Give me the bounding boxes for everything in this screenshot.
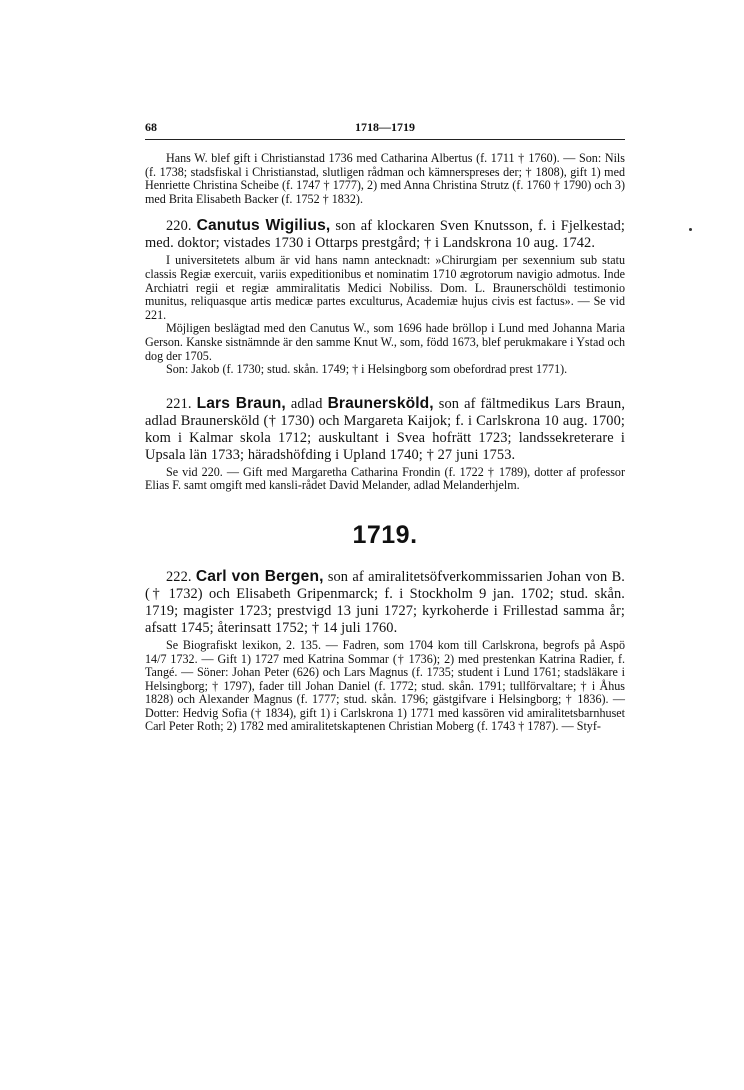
entry-noble-name: Braunersköld, — [327, 394, 434, 412]
entry-220-note-2: Möjligen beslägtad med den Canutus W., som 1696 hade bröllop i Lund med Johanna Maria Gerson. Kanske sistnämnde är den samme Knut W., som, född 1673, blef perukmakare i Ystad och dog der 1705. — [145, 321, 625, 363]
entry-text: son af amiralitetsöfverkommissarien Johan von B. († 1732) och Elisabeth Gripenmarck; f. i Stockholm 9 jan. 1702; stud. skån. 1719; magister 1723; prestvigd 13 juni 1727; kyrkoherde i Frillestad samma år; afsatt 1745; återinsatt 1752; † 14 juli 1760. — [145, 568, 625, 636]
entry-220 — [145, 217, 625, 252]
section-year-heading: 1719. — [352, 520, 418, 549]
entry-221-note-1: Se vid 220. — Gift med Margaretha Catharina Frondin (f. 1722 † 1789), dotter af professor Elias F. samt omgift med kansli-rådet David Melander, adlad Melanderhjelm. — [145, 464, 625, 493]
entry-222 — [145, 568, 625, 637]
entry-text: son af fältmedikus Lars Braun, adlad Braunersköld († 1730) och Margareta Kaijok; f. i Carlskrona 10 aug. 1700; kom i Kalmar skola 1712; auskultant i Svea hofrätt 1723; landssekreterare i Upsala län 1733; häradshöfding i Upland 1740; † 27 juni 1753. — [145, 395, 626, 463]
entry-220-note-3: Son: Jakob (f. 1730; stud. skån. 1749; † i Helsingborg som obefordrad prest 1771). — [166, 362, 568, 377]
entry-222-note-1: Se Biografiskt lexikon, 2. 135. — Fadren, som 1704 kom till Carlskrona, begrofs på Aspö 14/7 1732. — Gift 1) 1727 med Katrina Sommar († 1736); 2) med prestenkan Katrina Radier, f. Tangé. — Söner: Johan Peter (626) och Lars Magnus (f. 1735; student i Lund 1761; stadsläkare i Helsingborg; † 1797), fader till Johan Daniel (f. 1772; stud. skån. 1791; tullförvaltare; † i Åhus 1828) och Alexander Magnus (f. 1777; stud. skån. 1796; gästgifvare i Helsingborg; † 1836). — Dotter: Hedvig Sofia († 1834), gift 1) i Carlskrona 1) 1771 med kassören vid amiralitetsbarnhuset Carl Peter Roth; 2) 1782 med amiralitetskaptenen Christian Moberg (f. 1743 † 1787). — Styf- — [145, 637, 625, 734]
entry-mid-word: adlad — [290, 395, 323, 412]
entry-name: Canutus Wigilius, — [196, 217, 331, 235]
year-range: 1718—1719 — [355, 120, 415, 134]
entry-221 — [145, 395, 625, 464]
running-header — [145, 118, 625, 136]
entry-name: Lars Braun, — [196, 394, 286, 412]
entry-text: son af klockaren Sven Knutsson, f. i Fjelkestad; med. doktor; vistades 1730 i Ottarps prestgård; † i Landskrona 10 aug. 1742. — [145, 218, 625, 252]
entry-number: 220. — [166, 218, 192, 235]
entry-number: 222. — [166, 568, 192, 585]
entry-220-note-1: I universitetets album är vid hans namn antecknadt: »Chirurgiam per sexennium sub statu classis Regiæ exercuit, variis expeditionibus et nominatim 1710 ægrotorum navigio admotus. Inde Archiatri regii et regiæ ammiralitatis Medici Nobiliss. Dom. L. Braunerschöldi testimonio munitus, reliquasque artis medicæ partes exculturus, Academiæ hujus civis est factus». — Se vid 221. — [145, 253, 625, 322]
paragraph-continuation: Hans W. blef gift i Christianstad 1736 med Catharina Albertus (f. 1711 † 1760). — Son: Nils (f. 1738; stadsfiskal i Christianstad, slutligen rådman och kämnerspreses der; † 1808), gift 1) med Henriette Christina Scheibe (f. 1747 † 1777), 2) med Anna Christina Strutz (f. 1760 † 1790) och 3) med Brita Elisabeth Backer (f. 1752 † 1832). — [145, 151, 625, 206]
header-rule — [145, 139, 625, 140]
print-speck — [689, 228, 692, 231]
page-number: 68 — [145, 120, 157, 134]
book-page — [145, 118, 625, 734]
entry-name: Carl von Bergen, — [195, 567, 324, 585]
entry-number: 221. — [166, 395, 192, 412]
